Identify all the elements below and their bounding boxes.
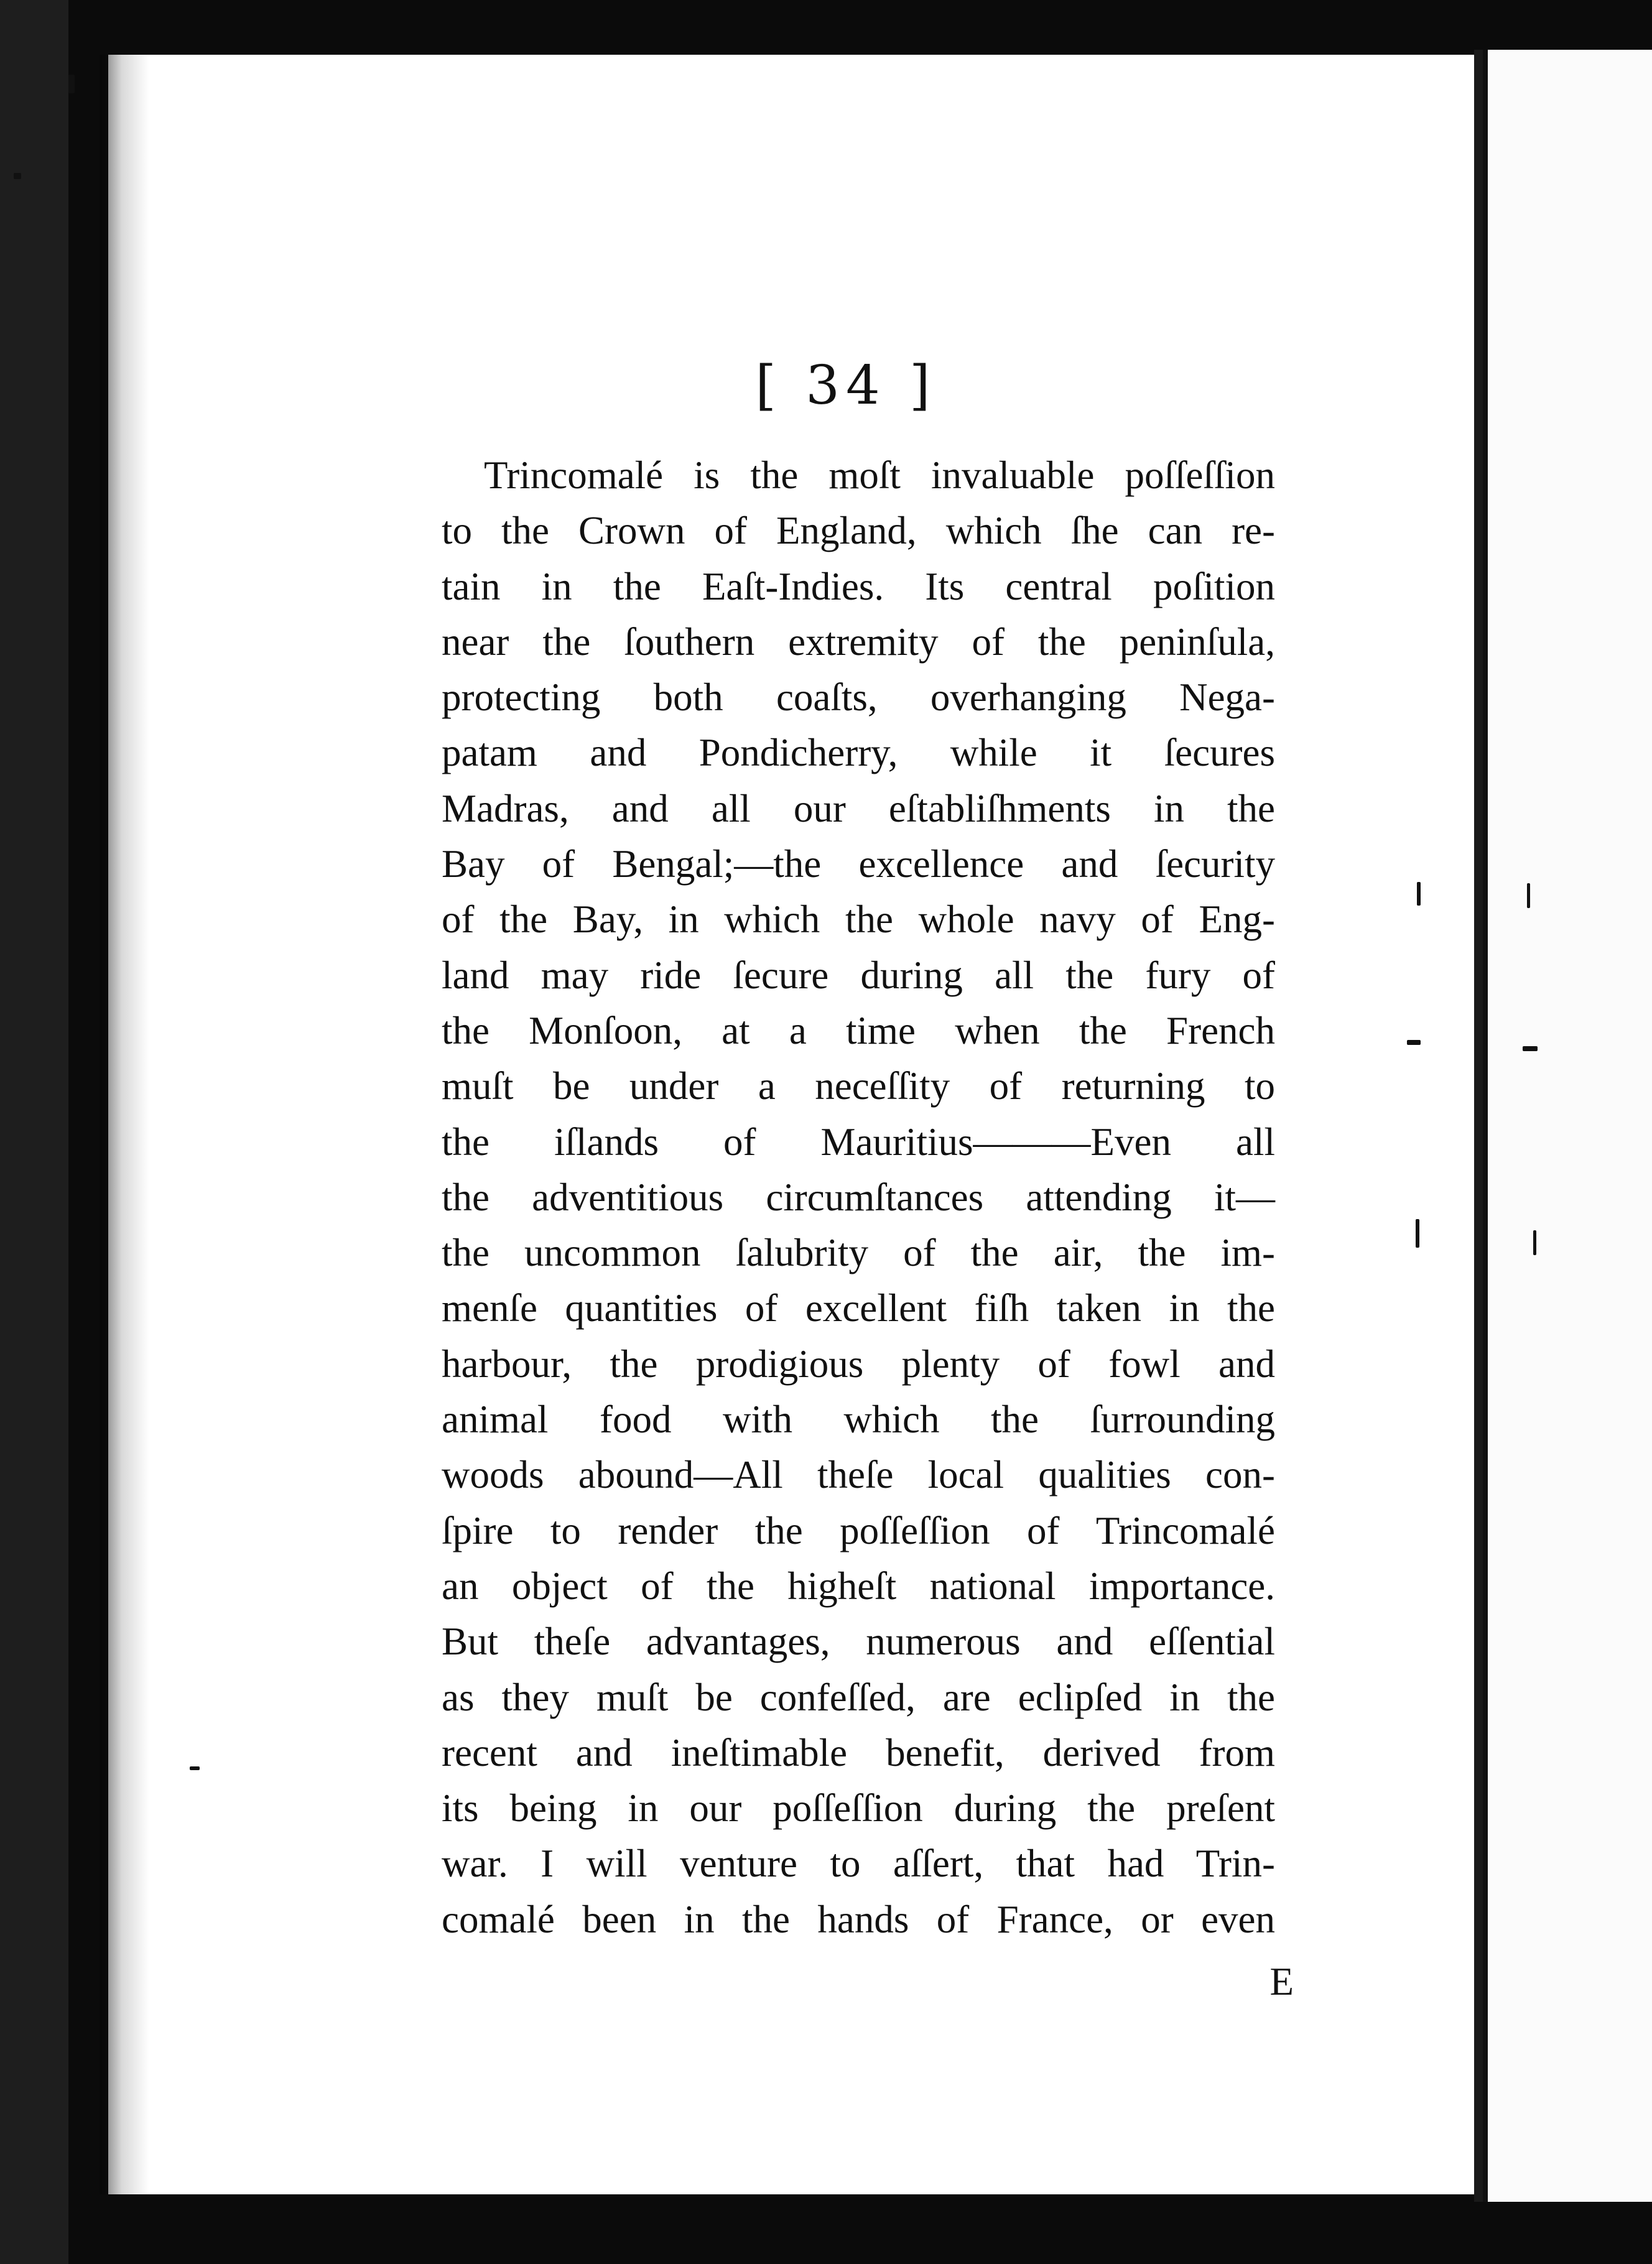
text-line: near the ſouthern extremity of the peninſula,	[442, 619, 1275, 664]
text-line: Madras, and all our eſtabliſhments in the	[442, 786, 1275, 830]
scan-mark	[1416, 1219, 1419, 1248]
text-line: recent and ineſtimable benefit, derived from	[442, 1730, 1275, 1775]
text-line: muſt be under a neceſſity of returning to	[442, 1064, 1275, 1108]
text-line: the iſlands of Mauritius———Even all	[442, 1120, 1275, 1164]
text-line: the uncommon ſalubrity of the air, the im-	[442, 1231, 1275, 1275]
text-line: menſe quantities of excellent fiſh taken in the	[442, 1286, 1275, 1330]
text-line: But theſe advantages, numerous and eſſential	[442, 1620, 1275, 1664]
text-line: woods abound—All theſe local qualities con-	[442, 1453, 1275, 1497]
text-line: an object of the higheſt national importance.	[442, 1564, 1275, 1608]
scan-mark	[190, 1766, 200, 1770]
scan-mark	[14, 173, 21, 179]
text-line: its being in our poſſeſſion during the preſent	[442, 1786, 1275, 1830]
scan-mark	[1407, 1040, 1421, 1045]
scan-mark	[68, 75, 75, 93]
text-line: the adventitious circumſtances attending it—	[442, 1175, 1275, 1219]
scan-mark	[1533, 1230, 1536, 1255]
text-line: the Monſoon, at a time when the French	[442, 1008, 1275, 1052]
scan-mark	[1527, 883, 1530, 908]
text-line: war. I will venture to aſſert, that had Trin-	[442, 1842, 1275, 1886]
scan-left-margin	[0, 0, 68, 2264]
page-gutter-shadow	[100, 55, 149, 2194]
text-line: protecting both coaſts, overhanging Nega-	[442, 675, 1275, 720]
page-number-header: [ 34 ]	[755, 355, 937, 417]
catchword: E	[1269, 1960, 1294, 2003]
scan-mark	[1523, 1046, 1538, 1051]
body-text	[442, 448, 1275, 1947]
text-line: to the Crown of England, which ſhe can re-	[442, 509, 1275, 553]
text-line: ſpire to render the poſſeſſion of Trincomalé	[442, 1508, 1275, 1552]
text-line: harbour, the prodigious plenty of fowl and	[442, 1342, 1275, 1386]
page-edge	[1474, 50, 1483, 2202]
text-line: Trincomalé is the moſt invaluable poſſeſſion	[484, 453, 1275, 497]
text-line: land may ride ſecure during all the fury of	[442, 953, 1275, 997]
scan-mark	[1417, 882, 1421, 906]
text-line: comalé been in the hands of France, or even	[442, 1897, 1275, 1941]
text-line: animal food with which the ſurrounding	[442, 1398, 1275, 1442]
text-line: Bay of Bengal;—the excellence and ſecurity	[442, 842, 1275, 886]
text-line: patam and Pondicherry, while it ſecures	[442, 731, 1275, 775]
text-line: as they muſt be confeſſed, are eclipſed in the	[442, 1675, 1275, 1719]
text-line: tain in the Eaſt-Indies. Its central poſition	[442, 564, 1275, 608]
text-line: of the Bay, in which the whole navy of Eng-	[442, 898, 1275, 942]
facing-page-edge	[1483, 50, 1652, 2202]
